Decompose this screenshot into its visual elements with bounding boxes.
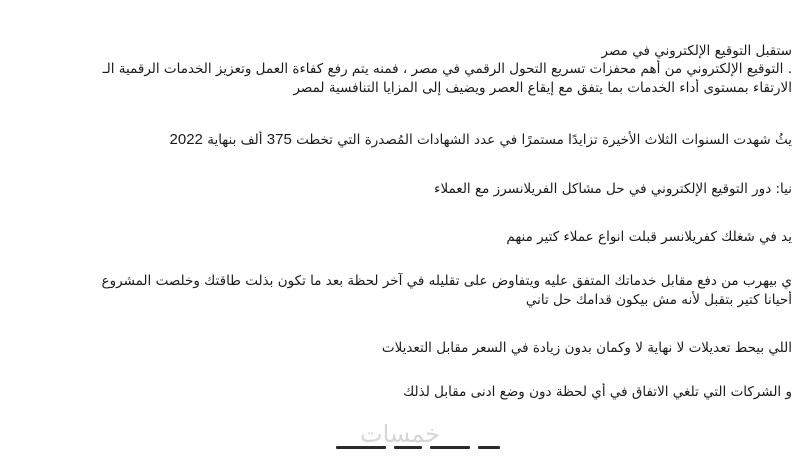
certificate-count: 375 bbox=[266, 131, 292, 148]
watermark-logo: خمسات bbox=[359, 420, 441, 448]
paragraph-line bbox=[12, 383, 792, 401]
paragraph-line bbox=[12, 79, 792, 97]
text-line: ألف بنهاية bbox=[207, 132, 263, 148]
text-line: نيا: دور التوقيع الإلكتروني في حل مشاكل الفريلانسرز مع العملاء bbox=[434, 181, 792, 197]
text-line: يد في شغلك كفريلانسر قبلت انواع عملاء كتير منهم bbox=[506, 229, 792, 245]
paragraph-line bbox=[12, 228, 792, 246]
text-line: و الشركات التي تلغي الاتفاق في أي لحظة دون وضع ادنى مقابل لذلك bbox=[403, 384, 792, 400]
text-line: يثُ شهدت السنوات الثلاث الأخيرة تزايدًا مستمرًا في عدد الشهادات المُصدرة التي تخطت bbox=[296, 132, 792, 148]
text-line: ي بيهرب من دفع مقابل خدماتك المتفق عليه ويتفاوض على تقليله في آخر لحظة بعد ما تكون بذلت طاقتك وخلصت المشروع bbox=[101, 273, 792, 289]
text-line: اللي بيحط تعديلات لا نهاية لا وكمان بدون زيادة في السعر مقابل التعديلات bbox=[381, 340, 792, 356]
year-value: 2022 bbox=[169, 131, 203, 148]
text-line: الارتقاء بمستوى أداء الخدمات بما يتفق مع إيقاع العصر ويضيف إلى المزايا التنافسية لمصر bbox=[293, 80, 792, 96]
section-heading bbox=[12, 42, 792, 60]
paragraph-line bbox=[12, 60, 792, 78]
text-line: ستقبل التوقيع الإلكتروني في مصر bbox=[601, 43, 792, 59]
paragraph-line bbox=[12, 339, 792, 357]
text-line: أحيانا كتير بتقبل لأنه مش بيكون قدامك حل تاني bbox=[525, 292, 792, 308]
section-heading bbox=[12, 180, 792, 198]
text-line: . التوقيع الإلكتروني من أهم محفزات تسريع التحول الرقمي في مصر ، فمنه يتم رفع كفاءة العمل وتعزيز الخدمات الرقمية الـ bbox=[102, 61, 792, 77]
paragraph-line bbox=[12, 291, 792, 309]
paragraph-line bbox=[12, 272, 792, 290]
statistic-line bbox=[12, 131, 792, 149]
